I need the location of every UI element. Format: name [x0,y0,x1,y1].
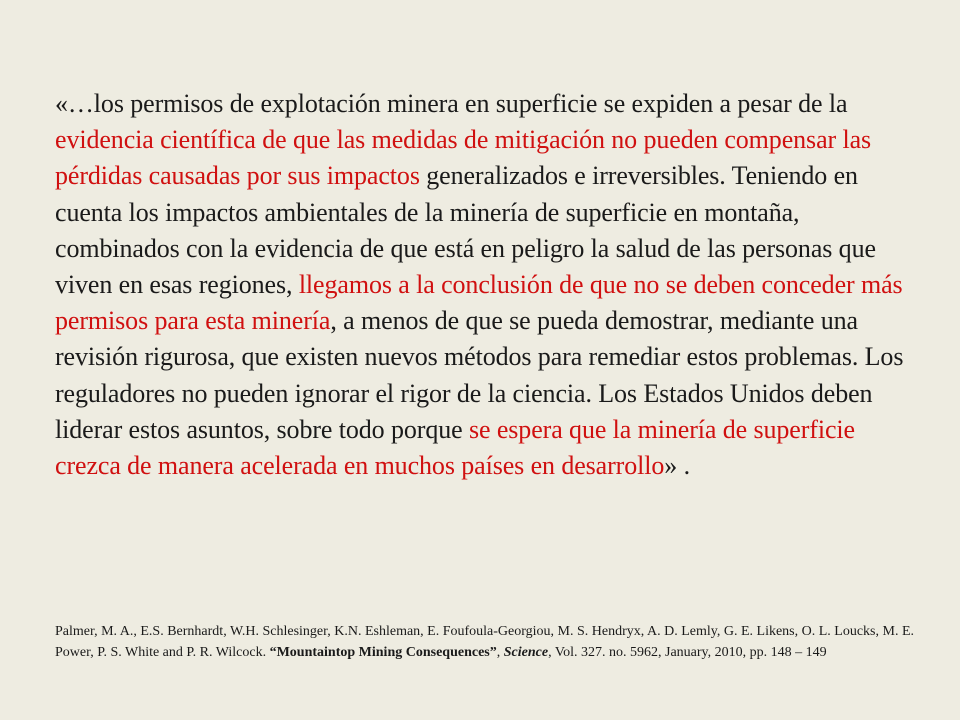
citation-sep: , [496,645,504,660]
citation-details: , Vol. 327. no. 5962, January, 2010, pp. 148 – 149 [548,645,827,660]
quote-paragraph [55,86,925,484]
quote-highlight-3: se espera que la minería de superficie crezca de manera acelerada en muchos países en desarrollo [55,414,855,481]
quote-text-2: generalizados e irreversibles. Teniendo en cuenta los impactos ambientales de la minería de superficie en montaña, combinados con la evidencia de que está en peligro la salud de las personas que viven en esas regiones, [55,161,876,300]
citation [55,621,935,663]
quote-text-4: » . [664,451,690,481]
quote-highlight-2: llegamos a la conclusión de que no se deben conceder más permisos para esta minería [55,270,903,336]
quote-highlight-1: evidencia científica de que las medidas de mitigación no pueden compensar las pérdidas causadas por sus impactos [55,125,872,191]
citation-title: “Mountaintop Mining Consequences” [269,645,497,660]
quote-text-3: , a menos de que se pueda demostrar, mediante una revisión rigurosa, que existen nuevos métodos para remediar estos problemas. Los reguladores no pueden ignorar el rigor de la ciencia. Los Estados Unidos deben liderar estos asuntos, sobre todo porque [55,306,904,444]
citation-authors: Palmer, M. A., E.S. Bernhardt, W.H. Schlesinger, K.N. Eshleman, E. Foufoula-Georgiou, M. S. Hendryx, A. D. Lemly, G. E. Likens, O. L. Loucks, M. E. Power, P. S. White and P. R. Wilcock. [55,624,915,660]
citation-journal: Science [503,645,549,660]
quote-text-1: «…los permisos de explotación minera en superficie se expiden a pesar de la [55,89,848,118]
